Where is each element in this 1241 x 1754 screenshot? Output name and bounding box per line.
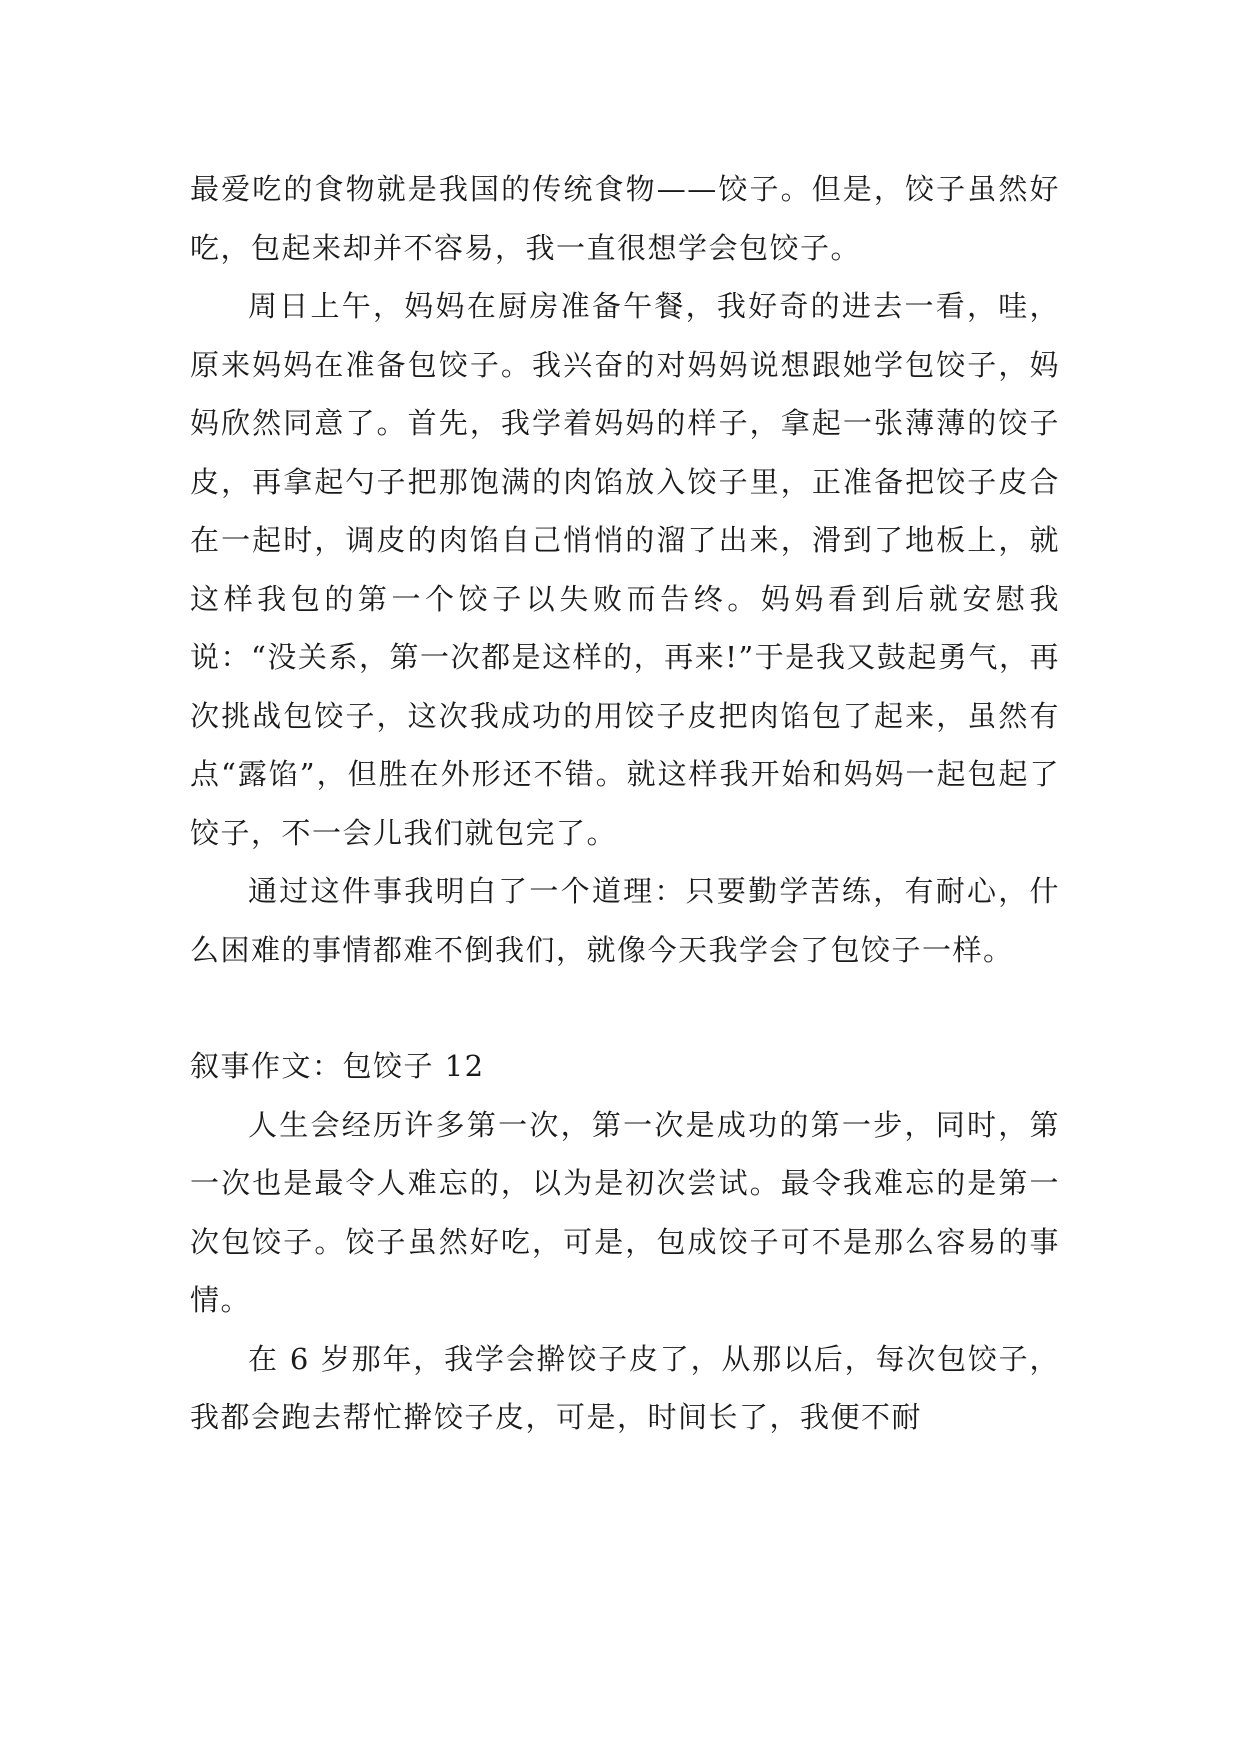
- paragraph-lesson: 通过这件事我明白了一个道理：只要勤学苦练，有耐心，什么困难的事情都难不倒我们，就像今天我学会了包饺子一样。: [190, 874, 1060, 967]
- section-title: 叙事作文：包饺子 12: [190, 1049, 485, 1083]
- section-gap: [190, 979, 1060, 1037]
- paragraph-age-six: 在 6 岁那年，我学会擀饺子皮了，从那以后，每次包饺子，我都会跑去帮忙擀饺子皮，可是，时间长了，我便不耐: [190, 1341, 1060, 1434]
- paragraph-first-time: 人生会经历许多第一次，第一次是成功的第一步，同时，第一次也是最令人难忘的，以为是初次尝试。最令我难忘的是第一次包饺子。饺子虽然好吃，可是，包成饺子可不是那么容易的事情。: [190, 1107, 1060, 1317]
- document-page: [190, 160, 1060, 1447]
- paragraph-intro: 最爱吃的食物就是我国的传统食物——饺子。但是，饺子虽然好吃，包起来却并不容易，我一直很想学会包饺子。: [190, 172, 1060, 265]
- paragraph-making-dumplings: 周日上午，妈妈在厨房准备午餐，我好奇的进去一看，哇，原来妈妈在准备包饺子。我兴奋的对妈妈说想跟她学包饺子，妈妈欣然同意了。首先，我学着妈妈的样子，拿起一张薄薄的饺子皮，再拿起勺子把那饱满的肉馅放入饺子里，正准备把饺子皮合在一起时，调皮的肉馅自己悄悄的溜了出来，滑到了地板上，就这样我包的第一个饺子以失败而告终。妈妈看到后就安慰我说：“没关系，第一次都是这样的，再来!”于是我又鼓起勇气，再次挑战包饺子，这次我成功的用饺子皮把肉馅包了起来，虽然有点“露馅”，但胜在外形还不错。就这样我开始和妈妈一起包起了饺子，不一会儿我们就包完了。: [190, 289, 1060, 850]
